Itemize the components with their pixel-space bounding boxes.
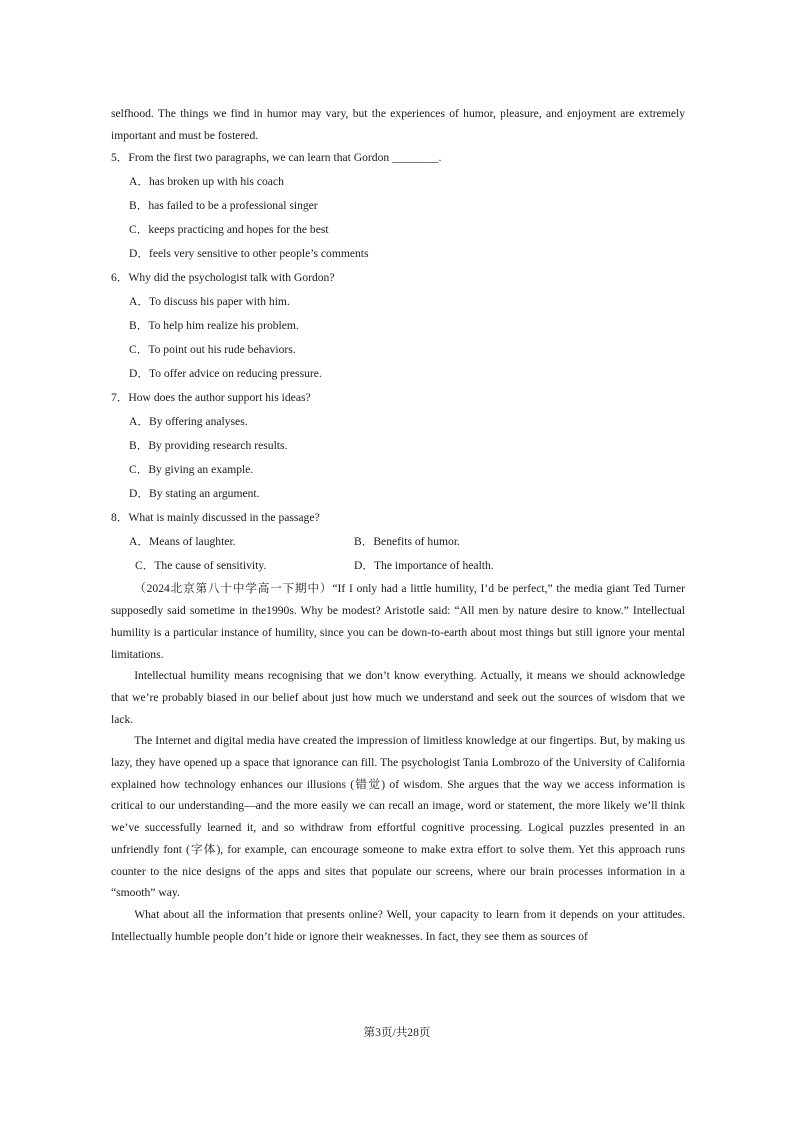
passage-paragraph-3: The Internet and digital media have created the impression of limitless knowledge at our fingertips. But, by making us lazy, they have opened up a space that ignorance can fill. The psychologist Tania Lombrozo of the University of California explained how technology enhances our illusions (错觉) of wisdom. She argues that the way we access information is critical to our understanding—and the more easily we can recall an image, word or statement, the more likely we’ll think we’ve successfully learned it, and so withdraw from effortful cognitive processing. Logical puzzles presented in an unfriendly font (字体), for example, can encourage someone to make extra effort to solve them. Yet this approach runs counter to the nice designs of the apps and sites that populate our screens, where our brain processes information in a “smooth” way. — [111, 734, 685, 900]
option-b: B．Benefits of humor. — [354, 535, 460, 549]
option-c: C．keeps practicing and hopes for the best — [129, 223, 329, 237]
question-5 — [111, 146, 685, 266]
question-stem: 5．From the first two paragraphs, we can learn that Gordon ________. — [111, 151, 442, 165]
option-b: B．has failed to be a professional singer — [129, 199, 318, 213]
option-b: B．By providing research results. — [129, 439, 288, 453]
question-stem: 8．What is mainly discussed in the passage? — [111, 511, 320, 525]
page-content — [111, 103, 685, 947]
passage-paragraph-1: （2024北京第八十中学高一下期中）“If I only had a little humility, I’d be perfect,” the media giant Ted Turner supposedly said sometime in the1990s. Why be modest? Aristotle said: “All men by nature desire to know.” Intellectual humility is a particular instance of humility, since you can be down-to-earth about most things but still ignore your mental limitations. — [111, 582, 685, 661]
option-a: A．By offering analyses. — [129, 415, 248, 429]
intro-paragraph: selfhood. The things we find in humor may vary, but the experiences of humor, pleasure, and enjoyment are extremely important and must be fostered. — [111, 107, 685, 142]
option-a: A．Means of laughter. — [129, 535, 236, 549]
question-8 — [111, 506, 685, 578]
question-stem: 6．Why did the psychologist talk with Gordon? — [111, 271, 335, 285]
option-a: A．has broken up with his coach — [129, 175, 284, 189]
option-row — [129, 530, 685, 554]
question-6 — [111, 266, 685, 386]
option-d: D．To offer advice on reducing pressure. — [129, 367, 322, 381]
option-c: C．To point out his rude behaviors. — [129, 343, 296, 357]
question-stem: 7．How does the author support his ideas? — [111, 391, 311, 405]
option-d: D．By stating an argument. — [129, 487, 260, 501]
option-d: D．The importance of health. — [354, 559, 494, 573]
option-a: A．To discuss his paper with him. — [129, 295, 290, 309]
option-c: C．By giving an example. — [129, 463, 254, 477]
passage-paragraph-2: Intellectual humility means recognising that we don’t know everything. Actually, it means we should acknowledge that we’re probably biased in our belief about just how much we understand and seek out the sources of wisdom that we lack. — [111, 669, 685, 726]
option-row — [135, 554, 685, 578]
option-c: C．The cause of sensitivity. — [135, 559, 267, 573]
option-d: D．feels very sensitive to other people’s comments — [129, 247, 369, 261]
question-7 — [111, 386, 685, 506]
passage-paragraph-4: What about all the information that presents online? Well, your capacity to learn from it depends on your attitudes. Intellectually humble people don’t hide or ignore their weaknesses. In fact, they see them as sources of — [111, 907, 685, 943]
option-b: B．To help him realize his problem. — [129, 319, 299, 333]
page-number: 第3页/共28页 — [363, 1026, 431, 1039]
